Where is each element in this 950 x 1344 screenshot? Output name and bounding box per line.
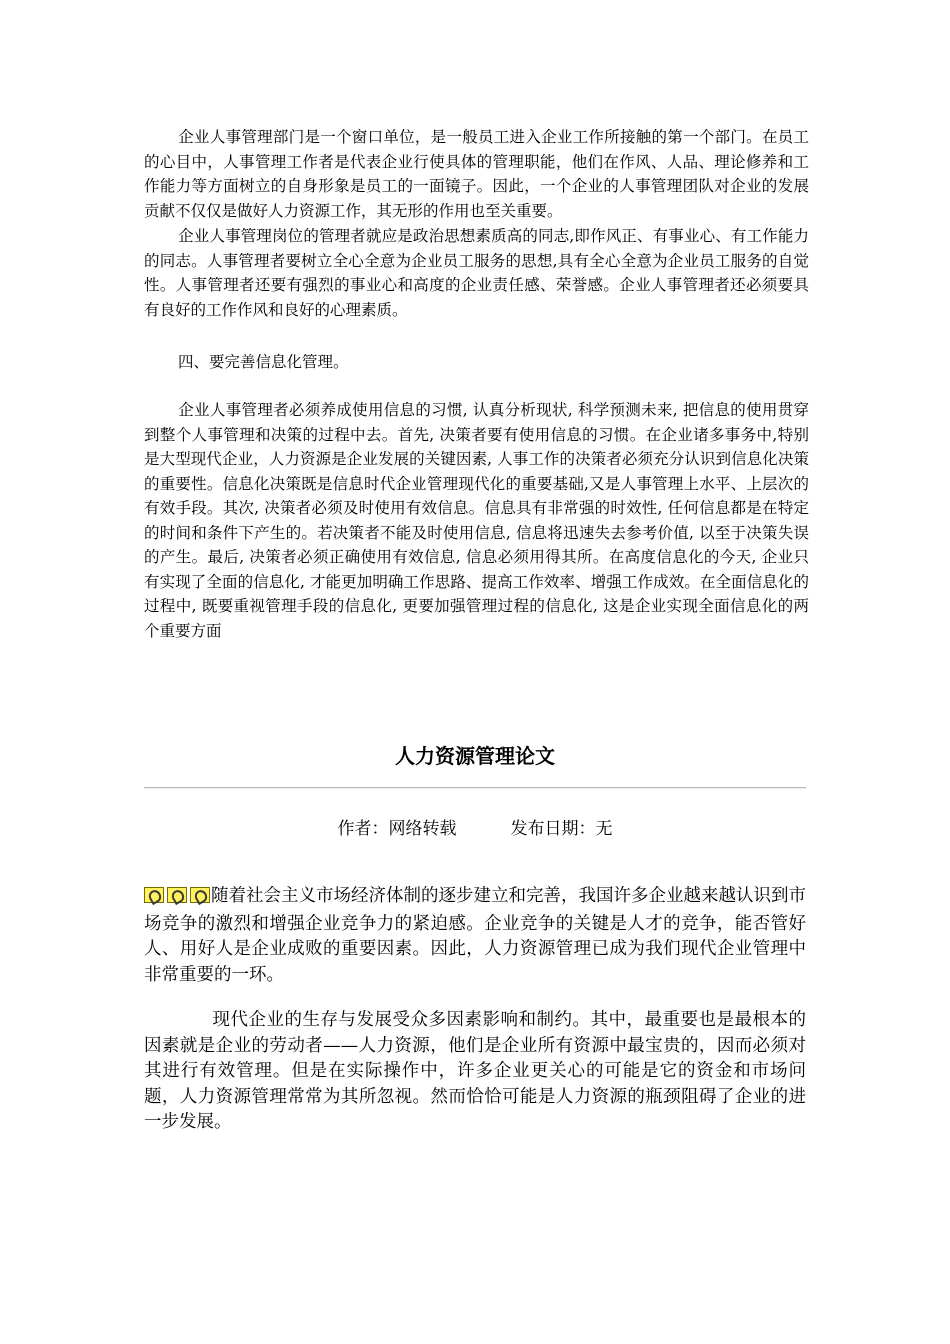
author-label: 作者：网络转载 [337,819,457,839]
link-icon[interactable] [144,887,164,903]
link-icon[interactable] [190,887,210,903]
title-divider [144,787,806,789]
publish-date-label: 发布日期：无 [510,819,613,839]
link-icon[interactable] [167,887,187,903]
body-paragraph-2: 企业人事管理岗位的管理者就应是政治思想素质高的同志,即作风正、有事业心、有工作能力的同志。人事管理者要树立全心全意为企业员工服务的思想,具有全心全意为企业员工服务的自觉性。人事管理者还要有强烈的事业心和高度的企业责任感、荣誉感。企业人事管理者还必须要具有良好的工作作风和良好的心理素质。 [144,227,809,319]
article-meta [144,814,806,839]
body-paragraph-3: 企业人事管理者必须养成使用信息的习惯, 认真分析现状, 科学预测未来, 把信息的使用贯穿到整个人事管理和决策的过程中去。首先, 决策者要有使用信息的习惯。在企业诸多事务中,特别是大型现代企业，人力资源是企业发展的关键因素, 人事工作的决策者必须充分认识到信息化决策的重要性。信息化决策既是信息时代企业管理现代化的重要基础,又是人事管理上水平、上层次的有效手段。其次, 决策者必须及时使用有效信息。信息具有非常强的时效性, 任何信息都是在特定的时间和条件下产生的。若决策者不能及时使用信息, 信息将迅速失去参考价值, 以至于决策失误的产生。最后, 决策者必须正确使用有效信息, 信息必须用得其所。在高度信息化的今天, 企业只有实现了全面的信息化, 才能更加明确工作思路、提高工作效率、增强工作成效。在全面信息化的过程中, 既要重视管理手段的信息化, 更要加强管理过程的信息化, 这是企业实现全面信息化的两个重要方面 [144,401,809,640]
body-paragraph-1: 企业人事管理部门是一个窗口单位，是一般员工进入企业工作所接触的第一个部门。在员工的心目中，人事管理工作者是代表企业行使具体的管理职能，他们在作风、人品、理论修养和工作能力等方面树立的自身形象是员工的一面镜子。因此，一个企业的人事管理团队对企业的发展贡献不仅仅是做好人力资源工作，其无形的作用也至关重要。 [144,128,809,220]
section-heading: 四、要完善信息化管理。 [178,353,349,371]
article-paragraph-2: 现代企业的生存与发展受众多因素影响和制约。其中，最重要也是最根本的因素就是企业的劳动者——人力资源，他们是企业所有资源中最宝贵的，因而必须对其进行有效管理。但是在实际操作中，许多企业更关心的可能是它的资金和市场问题，人力资源管理常常为其所忽视。然而恰恰可能是人力资源的瓶颈阻碍了企业的进一步发展。 [144,1010,806,1132]
article-title: 人力资源管理论文 [395,744,555,768]
icon-group [144,886,210,912]
article-paragraph-1: 随着社会主义市场经济体制的逐步建立和完善，我国许多企业越来越认识到市场竞争的激烈和增强企业竞争力的紧迫感。企业竞争的关键是人才的竞争，能否管好人、用好人是企业成败的重要因素。因此，人力资源管理已成为我们现代企业管理中非常重要的一环。 [144,886,806,985]
